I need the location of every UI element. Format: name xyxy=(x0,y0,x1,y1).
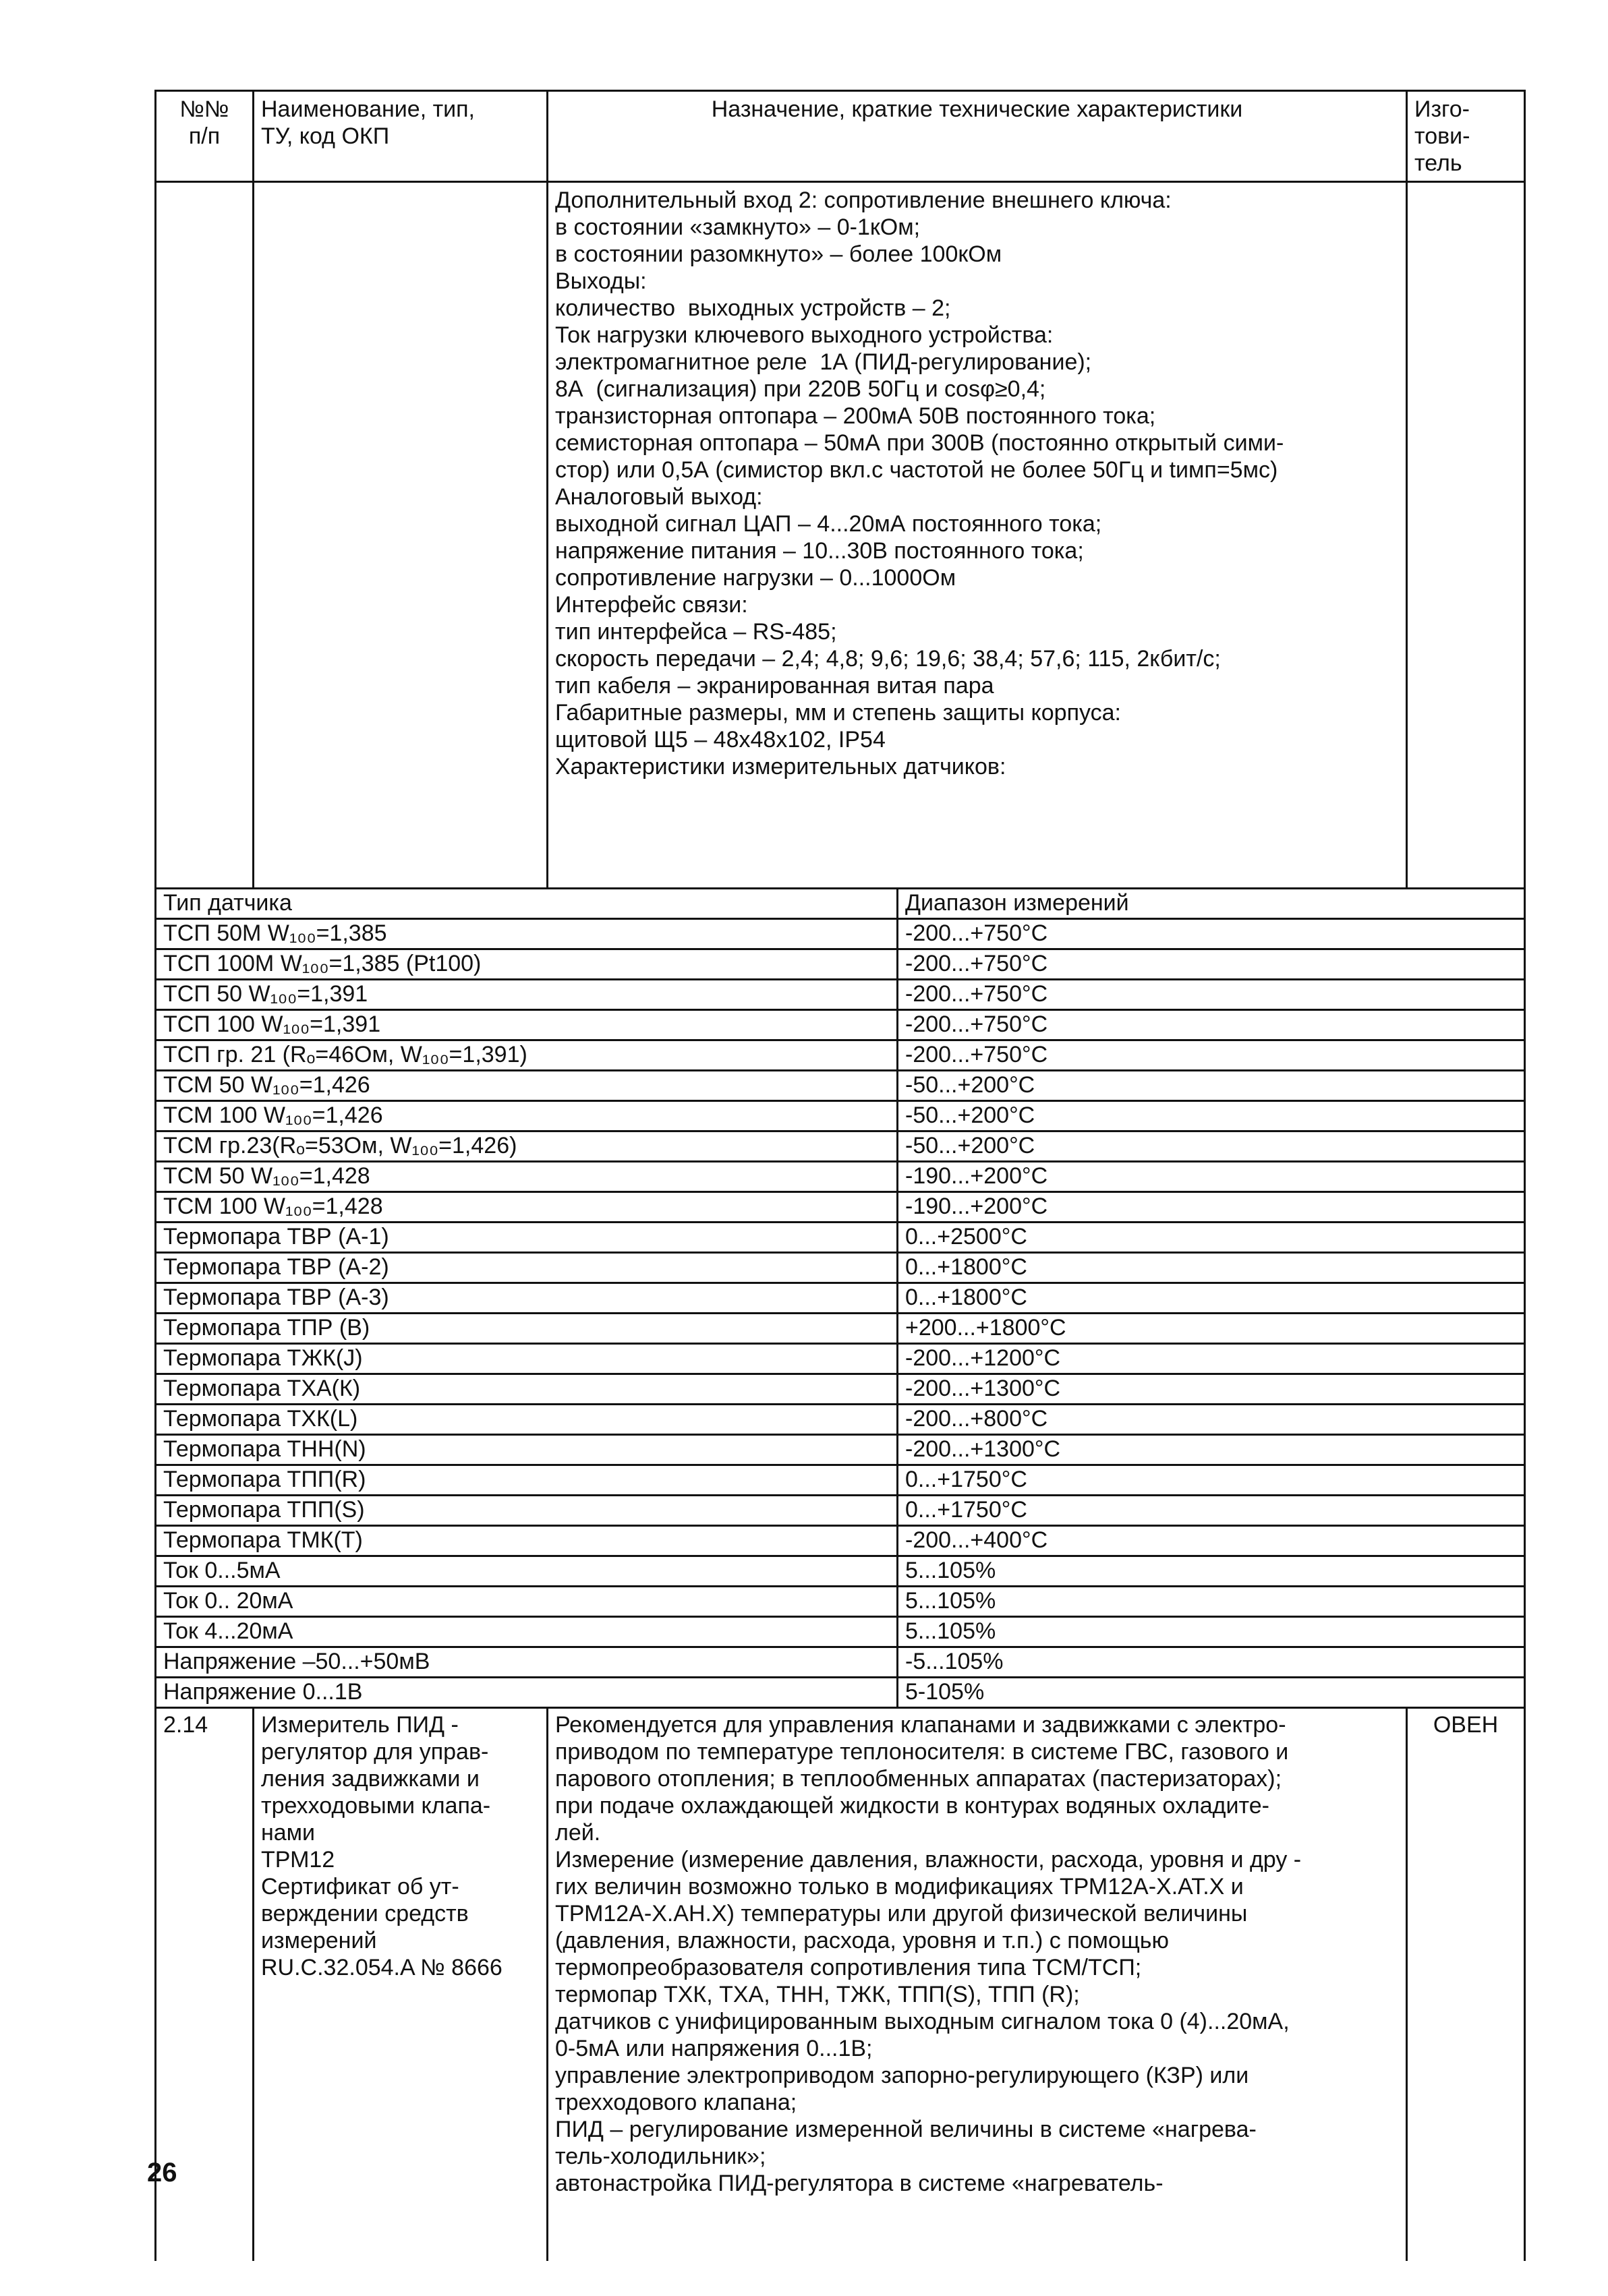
item-row-2-14 xyxy=(156,1708,1525,2261)
sensor-range: 5...105% xyxy=(898,1587,1525,1617)
sensor-type: ТСМ гр.23(Rₒ=53Ом, W₁₀₀=1,426) xyxy=(156,1131,898,1162)
table-header-row xyxy=(156,91,1525,182)
item-purpose-lines xyxy=(555,1711,1399,2197)
table-row xyxy=(156,1617,1525,1647)
purpose-line: Измерение (измерение давления, влажности, расхода, уровня и дру - xyxy=(555,1847,1302,1873)
spec-line: щитовой Щ5 – 48х48х102, IP54 xyxy=(555,727,886,753)
spec-line: Интерфейс связи: xyxy=(555,592,748,618)
sensor-type: Термопара ТПП(R) xyxy=(156,1465,898,1496)
sensor-type: ТСП гр. 21 (Rₒ=46Ом, W₁₀₀=1,391) xyxy=(156,1040,898,1071)
purpose-line: парового отопления; в теплообменных аппаратах (пастеризаторах); xyxy=(555,1766,1282,1792)
table-row xyxy=(156,1344,1525,1374)
sensor-range: -200...+750°С xyxy=(898,1040,1525,1071)
table-row xyxy=(156,1678,1525,1708)
spec-line: тип интерфейса – RS-485; xyxy=(555,619,837,645)
purpose-line: термопар ТХК, ТХА, ТНН, ТЖК, ТПП(S), ТПП (R); xyxy=(555,1982,1080,2007)
sensor-range-header: Диапазон измерений xyxy=(898,889,1525,919)
spec-line: напряжение питания – 10...30В постоянного тока; xyxy=(555,538,1084,564)
table-row xyxy=(156,1405,1525,1435)
sensor-type: ТСП 50 W₁₀₀=1,391 xyxy=(156,980,898,1010)
sensor-type: Термопара ТВР (А-3) xyxy=(156,1283,898,1314)
name-line: ТРМ12 xyxy=(261,1847,335,1873)
sensor-range: -200...+750°С xyxy=(898,919,1525,949)
spec-line: в состоянии «замкнуто» – 0-1кОм; xyxy=(555,214,921,240)
table-row xyxy=(156,1131,1525,1162)
table-row xyxy=(156,980,1525,1010)
sensor-type: Термопара ТЖК(J) xyxy=(156,1344,898,1374)
name-line: трехходовыми клапа- xyxy=(261,1793,491,1819)
item-maker: ОВЕН xyxy=(1433,1712,1499,1738)
spec-line: скорость передачи – 2,4; 4,8; 9,6; 19,6; 38,4; 57,6; 115, 2кбит/с; xyxy=(555,646,1221,672)
sensor-range: -50...+200°С xyxy=(898,1071,1525,1101)
sensor-range: -200...+1300°С xyxy=(898,1374,1525,1405)
sensor-type: ТСМ 50 W₁₀₀=1,426 xyxy=(156,1071,898,1101)
sensor-type: Напряжение 0...1В xyxy=(156,1678,898,1708)
table-row xyxy=(156,1556,1525,1587)
purpose-line: ПИД – регулирование измеренной величины в системе «нагрева- xyxy=(555,2117,1257,2142)
sensor-range: 0...+1750°С xyxy=(898,1465,1525,1496)
table-row xyxy=(156,1496,1525,1526)
sensor-range: 0...+1800°С xyxy=(898,1283,1525,1314)
sensor-range: -200...+750°С xyxy=(898,949,1525,980)
table-row xyxy=(156,1223,1525,1253)
spec-line: Дополнительный вход 2: сопротивление внешнего ключа: xyxy=(555,187,1172,213)
table-row xyxy=(156,1587,1525,1617)
sensor-range: -5...105% xyxy=(898,1647,1525,1678)
spec-line: Выходы: xyxy=(555,268,647,294)
header-name-cell xyxy=(254,91,548,182)
purpose-line: термопреобразователя сопротивления типа ТСМ/ТСП; xyxy=(555,1955,1142,1980)
table-row xyxy=(156,1071,1525,1101)
table-row xyxy=(156,1192,1525,1223)
spec-line: электромагнитное реле 1А (ПИД-регулирование); xyxy=(555,349,1092,375)
sensor-range: 0...+1750°С xyxy=(898,1496,1525,1526)
purpose-line: приводом по температуре теплоносителя: в системе ГВС, газового и xyxy=(555,1739,1289,1765)
continued-maker-cell xyxy=(1407,182,1525,889)
purpose-line: Рекомендуется для управления клапанами и задвижками с электро- xyxy=(555,1712,1286,1738)
table-row xyxy=(156,1374,1525,1405)
table-row xyxy=(156,949,1525,980)
continued-purpose-cell xyxy=(548,182,1407,889)
name-line: нами xyxy=(261,1820,316,1846)
table-row xyxy=(156,1647,1525,1678)
sensor-range: -190...+200°С xyxy=(898,1192,1525,1223)
name-line: ления задвижками и xyxy=(261,1766,480,1792)
header-purpose: Назначение, краткие технические характеристики xyxy=(711,96,1243,122)
spec-line: стор) или 0,5А (симистор вкл.с частотой не более 50Гц и tимп=5мс) xyxy=(555,457,1278,483)
purpose-line: ТРМ12А-Х.АН.Х) температуры или другой физической величины xyxy=(555,1901,1248,1926)
spec-line: 8А (сигнализация) при 220В 50Гц и cosφ≥0,4; xyxy=(555,376,1046,402)
sensor-type: Ток 0...5мА xyxy=(156,1556,898,1587)
sensor-range: 0...+2500°С xyxy=(898,1223,1525,1253)
spec-line: Аналоговый выход: xyxy=(555,484,763,510)
table-row xyxy=(156,1465,1525,1496)
purpose-line: тель-холодильник»; xyxy=(555,2144,766,2169)
sensor-range: -200...+1300°С xyxy=(898,1435,1525,1465)
spec-line: Габаритные размеры, мм и степень защиты корпуса: xyxy=(555,700,1121,726)
table-row xyxy=(156,1526,1525,1556)
table-row xyxy=(156,919,1525,949)
table-row xyxy=(156,1010,1525,1040)
purpose-line: трехходового клапана; xyxy=(555,2090,797,2115)
sensor-range: 5-105% xyxy=(898,1678,1525,1708)
sensor-type: Термопара ТХК(L) xyxy=(156,1405,898,1435)
purpose-line: автонастройка ПИД-регулятора в системе «нагреватель- xyxy=(555,2171,1164,2196)
purpose-line: датчиков с унифицированным выходным сигналом тока 0 (4)...20мА, xyxy=(555,2009,1290,2034)
item-name-cell xyxy=(254,1708,548,2261)
item-maker-cell xyxy=(1407,1708,1525,2261)
table-row xyxy=(156,1101,1525,1131)
purpose-line: управление электроприводом запорно-регулирующего (КЗР) или xyxy=(555,2063,1249,2088)
sensor-type: ТСМ 100 W₁₀₀=1,426 xyxy=(156,1101,898,1131)
sensor-range: -200...+400°С xyxy=(898,1526,1525,1556)
header-number-cell xyxy=(156,91,254,182)
table-row xyxy=(156,1162,1525,1192)
spec-line: количество выходных устройств – 2; xyxy=(555,295,951,321)
sensor-type: Термопара ТВР (А-2) xyxy=(156,1253,898,1283)
continued-row xyxy=(156,182,1525,889)
sensor-type: Напряжение –50...+50мВ xyxy=(156,1647,898,1678)
name-line: регулятор для управ- xyxy=(261,1739,489,1765)
spec-line: сопротивление нагрузки – 0...1000Ом xyxy=(555,565,956,591)
table-row xyxy=(156,1435,1525,1465)
sensor-type: Термопара ТНН(N) xyxy=(156,1435,898,1465)
continued-spec-lines xyxy=(555,187,1399,780)
sensor-type: Термопара ТПР (В) xyxy=(156,1314,898,1344)
spec-line: выходной сигнал ЦАП – 4...20мА постоянного тока; xyxy=(555,511,1102,537)
header-name: Наименование, тип, ТУ, код ОКП xyxy=(261,96,476,149)
purpose-line: при подаче охлаждающей жидкости в контурах водяных охладите- xyxy=(555,1793,1269,1819)
sensor-type: Ток 0.. 20мА xyxy=(156,1587,898,1617)
spec-line: семисторная оптопара – 50мА при 300В (постоянно открытый сими- xyxy=(555,430,1284,456)
sensor-type: Термопара ТХА(К) xyxy=(156,1374,898,1405)
table-row xyxy=(156,1040,1525,1071)
sensor-range: -50...+200°С xyxy=(898,1131,1525,1162)
name-line: Измеритель ПИД - xyxy=(261,1712,459,1738)
table-row xyxy=(156,1253,1525,1283)
purpose-line: (давления, влажности, расхода, уровня и т.п.) с помощью xyxy=(555,1928,1170,1953)
spec-line: Характеристики измерительных датчиков: xyxy=(555,754,1006,779)
purpose-line: 0-5мА или напряжения 0...1В; xyxy=(555,2036,873,2061)
sensor-type: Ток 4...20мА xyxy=(156,1617,898,1647)
continued-name-cell xyxy=(254,182,548,889)
name-line: RU.C.32.054.A № 8666 xyxy=(261,1955,502,1980)
sensor-type: ТСП 100М W₁₀₀=1,385 (Pt100) xyxy=(156,949,898,980)
continued-number-cell xyxy=(156,182,254,889)
item-purpose-cell xyxy=(548,1708,1407,2261)
sensor-type: ТСП 100 W₁₀₀=1,391 xyxy=(156,1010,898,1040)
header-purpose-cell xyxy=(548,91,1407,182)
sensor-rows xyxy=(156,919,1525,1708)
spec-line: тип кабеля – экранированная витая пара xyxy=(555,673,994,699)
sensor-type: Термопара ТВР (А-1) xyxy=(156,1223,898,1253)
item-number: 2.14 xyxy=(163,1712,208,1738)
sensor-type: ТСМ 50 W₁₀₀=1,428 xyxy=(156,1162,898,1192)
sensor-type: Термопара ТПП(S) xyxy=(156,1496,898,1526)
sensor-type-header: Тип датчика xyxy=(156,889,898,919)
sensor-range: -200...+750°С xyxy=(898,980,1525,1010)
spec-line: транзисторная оптопара – 200мА 50В постоянного тока; xyxy=(555,403,1156,429)
sensor-header-row xyxy=(156,889,1525,919)
purpose-line: лей. xyxy=(555,1820,601,1846)
page-number: 26 xyxy=(147,2158,177,2187)
sensor-range: -200...+800°С xyxy=(898,1405,1525,1435)
sensor-range: 5...105% xyxy=(898,1617,1525,1647)
sensor-range: 5...105% xyxy=(898,1556,1525,1587)
header-maker: Изго- тови- тель xyxy=(1414,96,1470,176)
purpose-line: гих величин возможно только в модификациях ТРМ12А-Х.АТ.Х и xyxy=(555,1874,1244,1900)
sensor-range: -200...+750°С xyxy=(898,1010,1525,1040)
name-line: измерений xyxy=(261,1928,377,1953)
item-name-lines xyxy=(261,1711,540,1981)
name-line: Сертификат об ут- xyxy=(261,1874,459,1900)
sensor-range: -50...+200°С xyxy=(898,1101,1525,1131)
sensor-range: 0...+1800°С xyxy=(898,1253,1525,1283)
sensor-type: ТСМ 100 W₁₀₀=1,428 xyxy=(156,1192,898,1223)
name-line: верждении средств xyxy=(261,1901,469,1926)
sensor-range: +200...+1800°С xyxy=(898,1314,1525,1344)
header-maker-cell xyxy=(1407,91,1525,182)
header-number: №№ п/п xyxy=(179,96,229,149)
spec-line: в состоянии разомкнуто» – более 100кОм xyxy=(555,241,1002,267)
spec-line: Ток нагрузки ключевого выходного устройства: xyxy=(555,322,1054,348)
sensor-type: ТСП 50М W₁₀₀=1,385 xyxy=(156,919,898,949)
sensor-range: -190...+200°С xyxy=(898,1162,1525,1192)
table-row xyxy=(156,1314,1525,1344)
table-row xyxy=(156,1283,1525,1314)
spec-table xyxy=(154,90,1526,2261)
sensor-range: -200...+1200°С xyxy=(898,1344,1525,1374)
sensor-type: Термопара ТМК(Т) xyxy=(156,1526,898,1556)
